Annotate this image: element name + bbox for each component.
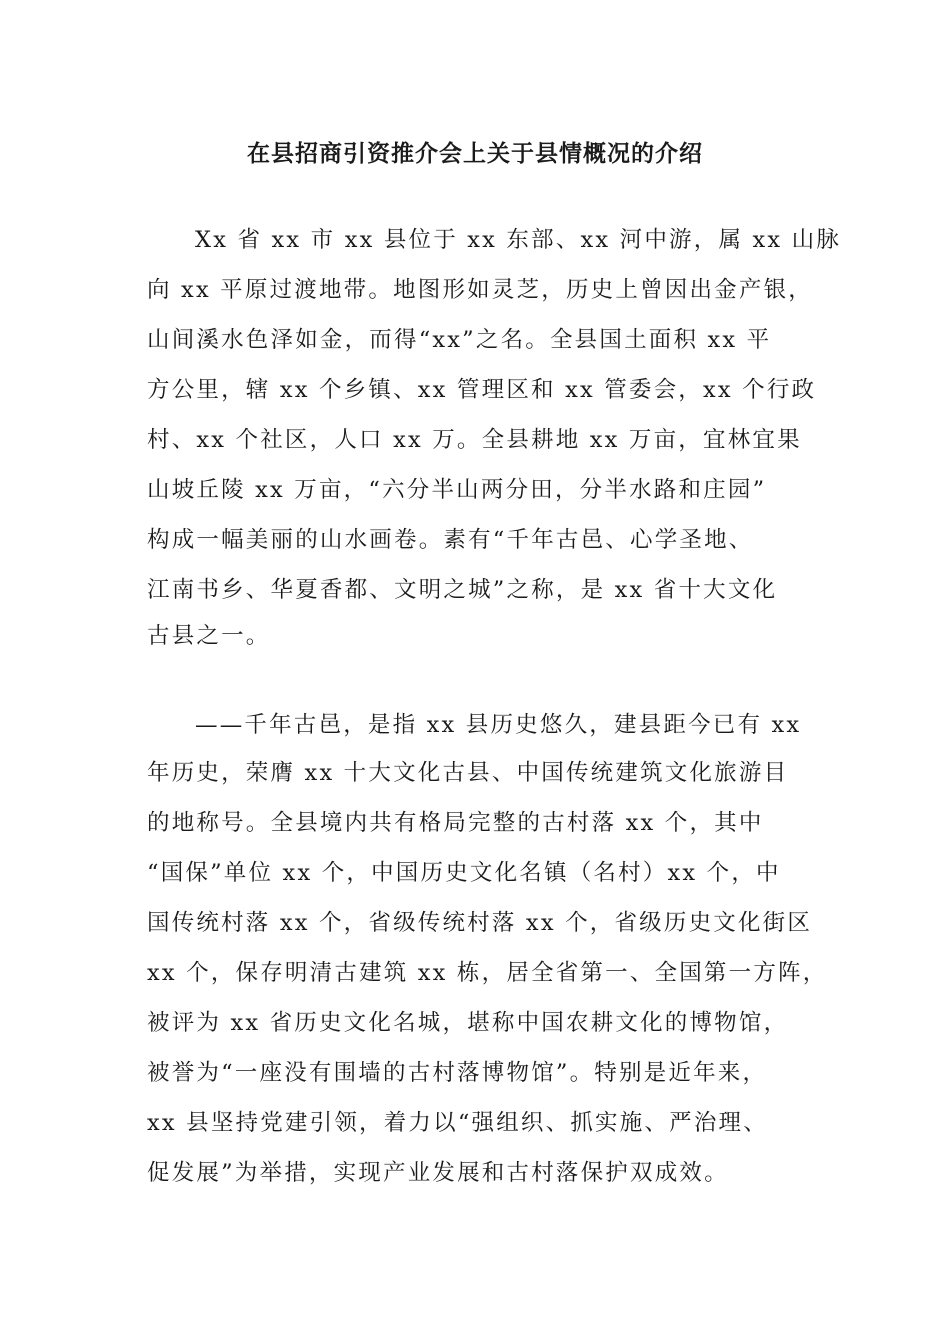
paragraph-line: xx 县坚持党建引领，着力以“强组织、抓实施、严治理、 [147, 1110, 768, 1136]
paragraph-line: 古县之一。 [147, 623, 271, 649]
paragraph-line: 村、xx 个社区，人口 xx 万。全县耕地 xx 万亩，宜林宜果 [147, 427, 802, 453]
paragraph-line: 山坡丘陵 xx 万亩，“六分半山两分田，分半水路和庄园” [147, 477, 767, 503]
paragraph-line: 被誉为“一座没有围墙的古村落博物馆”。特别是近年来， [147, 1060, 768, 1086]
paragraph-line: 山间溪水色泽如金，而得“xx”之名。全县国土面积 xx 平 [147, 327, 772, 353]
paragraph-line: 国传统村落 xx 个，省级传统村落 xx 个，省级历史文化街区 [147, 910, 813, 936]
paragraph-line: 向 xx 平原过渡地带。地图形如灵芝，历史上曾因出金产银， [147, 277, 813, 303]
paragraph-line: 的地称号。全县境内共有格局完整的古村落 xx 个，其中 [147, 810, 764, 836]
paragraph-line: 年历史，荣膺 xx 十大文化古县、中国传统建筑文化旅游目 [147, 760, 789, 786]
paragraph-line: 江南书乡、华夏香都、文明之城”之称，是 xx 省十大文化 [147, 577, 778, 603]
paragraph-line: “国保”单位 xx 个，中国历史文化名镇（名村）xx 个，中 [147, 860, 781, 886]
paragraph-line: ——千年古邑，是指 xx 县历史悠久，建县距今已有 xx [195, 712, 802, 738]
paragraph-line: 构成一幅美丽的山水画卷。素有“千年古邑、心学圣地、 [147, 527, 754, 553]
paragraph-line: Xx 省 xx 市 xx 县位于 xx 东部、xx 河中游，属 xx 山脉 [195, 227, 842, 253]
paragraph-line: 被评为 xx 省历史文化名城，堪称中国农耕文化的博物馆， [147, 1010, 789, 1036]
paragraph-line: xx 个，保存明清古建筑 xx 栋，居全省第一、全国第一方阵， [147, 960, 828, 986]
document-title: 在县招商引资推介会上关于县情概况的介绍 [247, 140, 703, 167]
paragraph-line: 促发展”为举措，实现产业发展和古村落保护双成效。 [147, 1160, 729, 1186]
paragraph-line: 方公里，辖 xx 个乡镇、xx 管理区和 xx 管委会，xx 个行政 [147, 377, 817, 403]
